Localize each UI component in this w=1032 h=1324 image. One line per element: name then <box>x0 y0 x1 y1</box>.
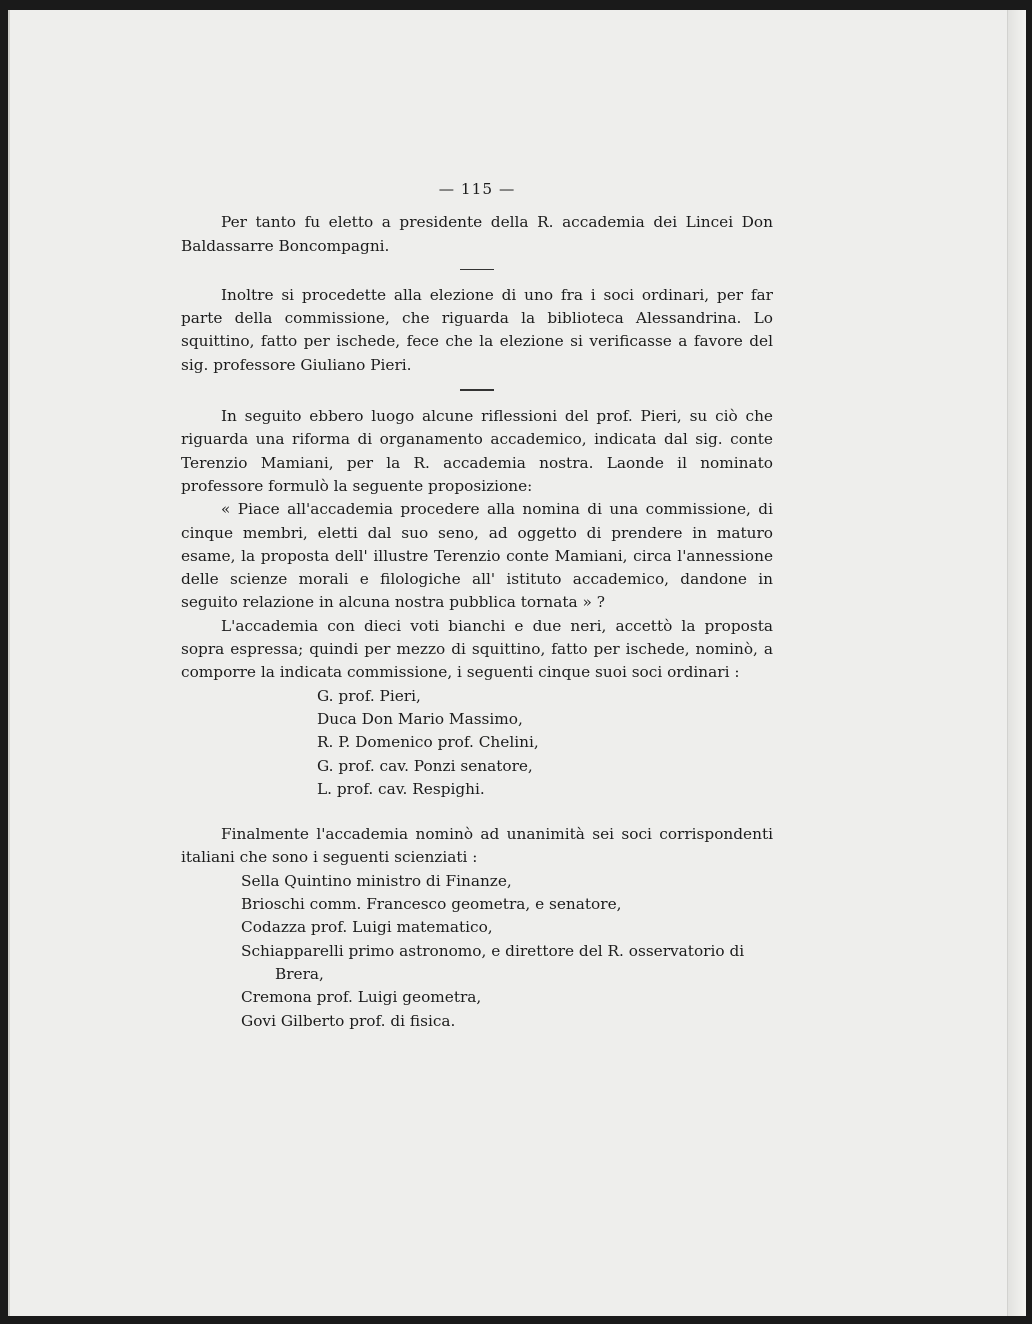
list-item-continuation: Brera, <box>275 964 324 983</box>
list-item: Codazza prof. Luigi matematico, <box>241 918 493 937</box>
page-text <box>181 178 773 1033</box>
list-item: Sella Quintino ministro di Finanze, <box>241 871 512 890</box>
commission-members-list <box>317 685 773 801</box>
list-item: G. prof. Pieri, <box>317 686 421 705</box>
list-item: G. prof. cav. Ponzi senatore, <box>317 756 533 775</box>
list-item: Govi Gilberto prof. di fisica. <box>241 1011 456 1030</box>
page-number: — 115 — <box>438 180 516 198</box>
paragraph-commission-election: Inoltre si procedette alla elezione di uno fra i soci ordinari, per far parte della commissione, che riguarda la biblioteca Alessandrina. Lo squittino, fatto per ischede, fece che la elezione si verificasse a favore del sig. professore Giuliano Pieri. <box>181 285 773 374</box>
list-item: L. prof. cav. Respighi. <box>317 779 485 798</box>
correspondents-list <box>241 870 773 1033</box>
page-edge <box>1007 10 1026 1316</box>
list-item: R. P. Domenico prof. Chelini, <box>317 733 539 752</box>
paragraph-vote-result: L'accademia con dieci voti bianchi e due neri, accettò la proposta sopra espressa; quindi per mezzo di squittino, fatto per ischede, nominò, a comporre la indicata commissione, i seguenti cinque suoi soci ordinari : <box>181 616 773 682</box>
list-item: Schiapparelli primo astronomo, e direttore del R. osservatorio di <box>241 941 745 960</box>
section-divider <box>460 269 494 270</box>
paragraph-reform-reflections: In seguito ebbero luogo alcune riflessioni del prof. Pieri, su ciò che riguarda una riforma di organamento accademico, indicata dal sig. conte Terenzio Mamiani, per la R. accademia nostra. Laonde il nominato professore formulò la seguente proposizione: <box>181 407 773 495</box>
list-item: Brioschi comm. Francesco geometra, e senatore, <box>241 895 622 914</box>
list-item: Cremona prof. Luigi geometra, <box>241 988 482 1007</box>
paragraph-president-election: Per tanto fu eletto a presidente della R. accademia dei Lincei Don Baldassarre Boncompagni. <box>181 213 773 255</box>
spacer <box>181 801 773 823</box>
list-item: Duca Don Mario Massimo, <box>317 709 523 728</box>
paragraph-correspondents-intro: Finalmente l'accademia nominò ad unanimità sei soci corrispondenti italiani che sono i seguenti scienziati : <box>181 825 773 867</box>
scanned-page <box>8 10 1026 1316</box>
paragraph-proposal-quote: « Piace all'accademia procedere alla nomina di una commissione, di cinque membri, eletti dal suo seno, ad oggetto di prendere in maturo esame, la proposta dell' illustre Terenzio conte Mamiani, circa l'annessione delle scienze morali e filologiche all' istituto accademico, dandone in seguito relazione in alcuna nostra pubblica tornata » ? <box>181 500 773 612</box>
section-divider <box>460 389 494 391</box>
